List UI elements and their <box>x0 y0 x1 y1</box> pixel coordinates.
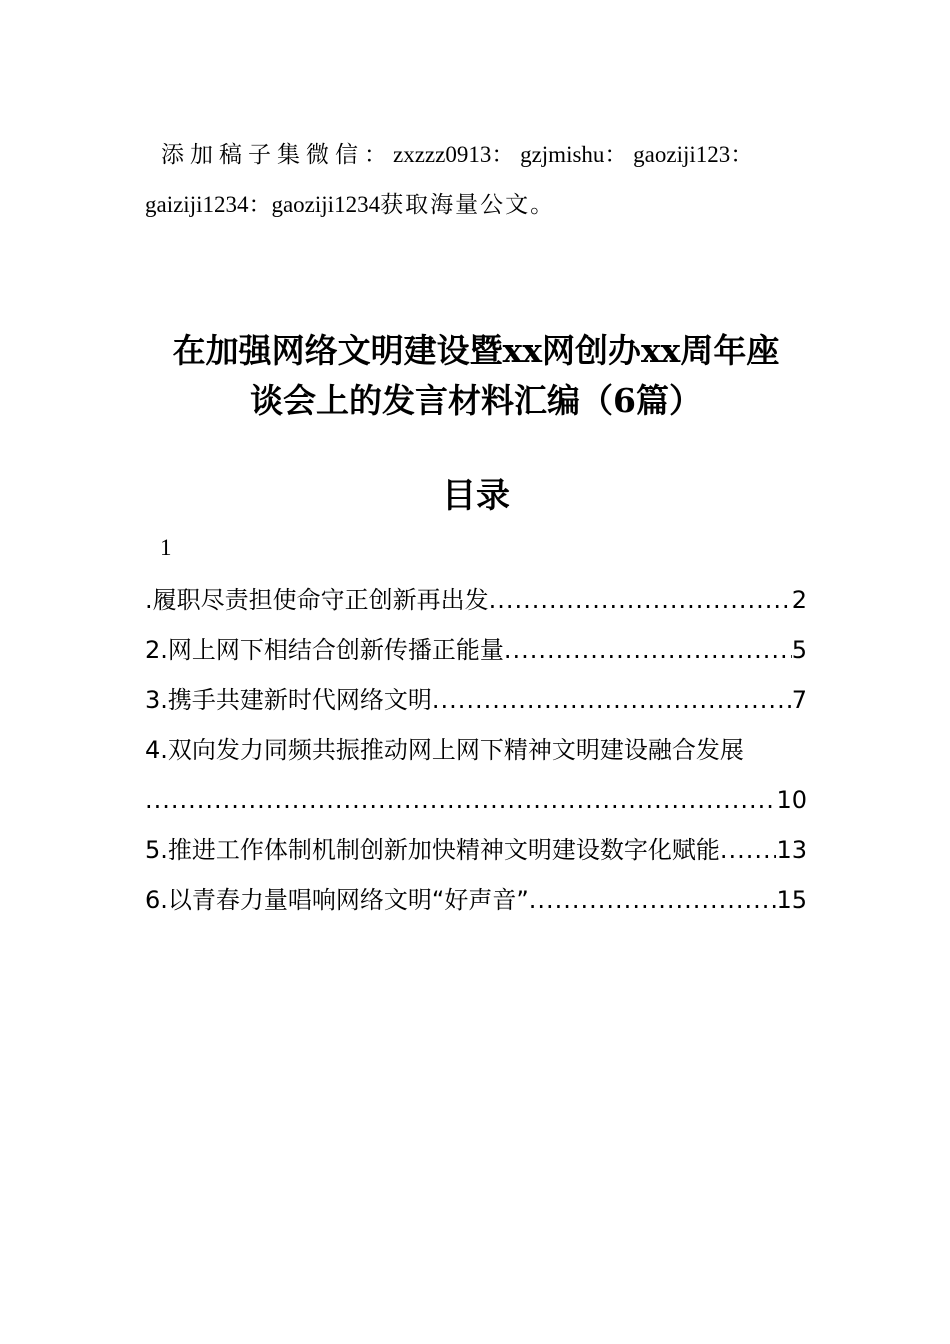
toc-leader-dots <box>504 625 792 675</box>
document-title <box>145 326 807 426</box>
wechat-notice-prefix: 添加稿子集微信： <box>161 142 393 168</box>
toc-orphan-number: 1 <box>160 535 172 560</box>
toc-entry-page: 15 <box>776 886 807 914</box>
wechat-ids-1: zxzzz0913： gzjmishu： gaoziji123： <box>393 142 754 167</box>
toc-leader-dots <box>529 875 777 925</box>
toc-heading: 目录 <box>442 476 510 516</box>
toc-entry-4-leader-line[interactable] <box>145 775 807 825</box>
table-of-contents <box>145 575 807 925</box>
toc-entry-page: 13 <box>776 836 807 864</box>
toc-entry-title: 5.推进工作体制机制创新加快精神文明建设数字化赋能 <box>145 836 720 864</box>
wechat-notice-line-1 <box>145 136 823 169</box>
toc-entry-title: 3.携手共建新时代网络文明 <box>145 686 432 714</box>
toc-leader-dots <box>720 825 777 875</box>
toc-entry-5[interactable] <box>145 825 807 875</box>
toc-entry-1[interactable] <box>145 575 807 625</box>
toc-entry-page: 10 <box>776 786 807 814</box>
toc-leader-dots <box>145 775 776 825</box>
wechat-notice-suffix: 获取海量公文。 <box>380 192 556 218</box>
toc-entry-3[interactable] <box>145 675 807 725</box>
toc-entry-4-title-line[interactable] <box>145 725 807 775</box>
document-title-line-2: 谈会上的发言材料汇编（6篇） <box>250 381 702 420</box>
toc-entry-title: 4.双向发力同频共振推动网上网下精神文明建设融合发展 <box>145 736 744 764</box>
document-title-line-1: 在加强网络文明建设暨xx网创办xx周年座 <box>172 331 780 370</box>
wechat-ids-2: gaiziji1234：gaoziji1234 <box>145 192 381 217</box>
toc-entry-title: .履职尽责担使命守正创新再出发 <box>145 586 489 614</box>
toc-entry-title: 6.以青春力量唱响网络文明“好声音” <box>145 886 529 914</box>
toc-entry-title: 2.网上网下相结合创新传播正能量 <box>145 636 504 664</box>
toc-entry-6[interactable] <box>145 875 807 925</box>
toc-entry-2[interactable] <box>145 625 807 675</box>
wechat-notice-line-2 <box>145 186 807 219</box>
toc-leader-dots <box>489 575 792 625</box>
toc-entry-page: 2 <box>791 586 807 614</box>
toc-leader-dots <box>432 675 792 725</box>
toc-entry-page: 7 <box>791 686 807 714</box>
toc-entry-page: 5 <box>791 636 807 664</box>
